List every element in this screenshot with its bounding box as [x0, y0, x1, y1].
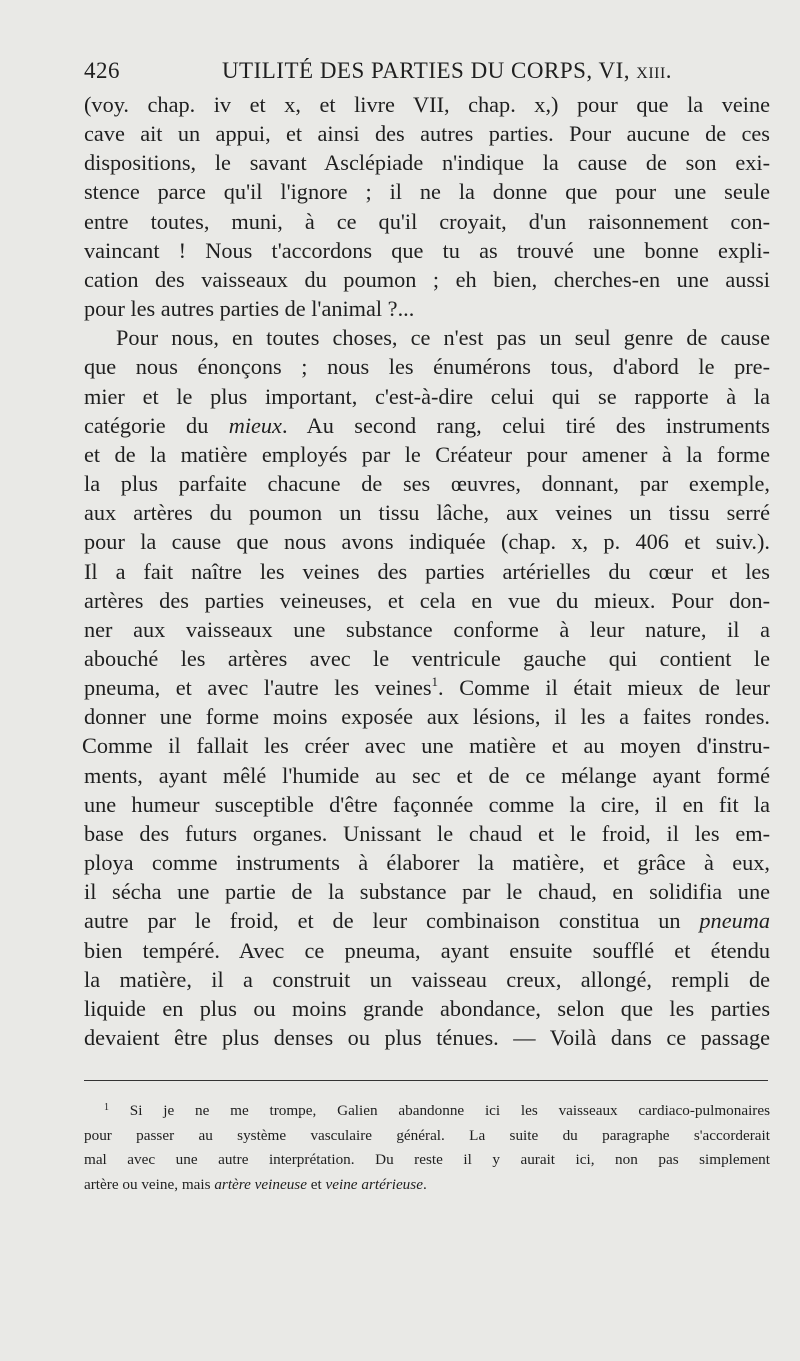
footnote-marker: 1	[104, 1102, 109, 1114]
text-line: la plus parfaite chacune de ses œuvres, donnant, par exemple,	[84, 471, 770, 497]
text-line: bien tempéré. Avec ce pneuma, ayant ensuite soufflé et étendu	[84, 937, 770, 963]
paragraph-start-line: Pour nous, en toutes choses, ce n'est pas un seul genre de cause	[116, 325, 770, 351]
text-line: cave ait un appui, et ainsi des autres parties. Pour aucune de ces	[84, 121, 770, 147]
footnote-divider	[84, 1080, 768, 1081]
italic-term: mieux	[228, 412, 282, 438]
text-line: une humeur susceptible d'être façonnée comme la cire, il en fit la	[84, 791, 770, 817]
text-line: mier et le plus important, c'est-à-dire celui qui se rapporte à la	[84, 383, 770, 409]
text-line: pour la cause que nous avons indiquée (chap. x, p. 406 et suiv.).	[84, 529, 770, 555]
chapter-number: xiii.	[636, 58, 673, 83]
text-line: devaient être plus denses ou plus ténues. — Voilà dans ce passage	[84, 1025, 770, 1050]
text-line: aux artères du poumon un tissu lâche, aux veines un tissu serré	[84, 500, 770, 526]
footnote-line: $^1$ Si je ne me trompe, Galien abandonne ici les vaisseaux cardiaco-pulmonaires	[104, 1102, 770, 1120]
running-title	[164, 58, 730, 84]
text-line: vaincant ! Nous t'accordons que tu as trouvé une bonne expli-	[84, 237, 770, 263]
text-line: autre par le froid, et de leur combinaison constitua un pneuma	[84, 908, 770, 934]
text-line: Il a fait naître les veines des parties artérielles du cœur et les	[84, 558, 770, 584]
page-header	[84, 58, 770, 84]
text-line: pour les autres parties de l'animal ?...	[84, 296, 415, 322]
footnote-line: pour passer au système vasculaire général. La suite du paragraphe s'accorderait	[84, 1126, 770, 1144]
text-line: entre toutes, muni, à ce qu'il croyait, d'un raisonnement con-	[84, 208, 770, 234]
text-line: pneuma, et avec l'autre les veines$^1$. Comme il était mieux de leur	[84, 674, 770, 701]
footnote	[84, 1099, 770, 1197]
footnote-reference[interactable]: 1	[431, 674, 439, 690]
text-line: artères des parties veineuses, et cela en vue du mieux. Pour don-	[84, 587, 770, 613]
text-line: stence parce qu'il l'ignore ; il ne la donne que pour une seule	[84, 179, 770, 205]
italic-term: artère veineuse	[214, 1175, 307, 1193]
text-line: donner une forme moins exposée aux lésions, il les a faites rondes.	[84, 704, 770, 730]
footnote-line: mal avec une autre interprétation. Du reste il y aurait ici, non pas simplement	[84, 1151, 770, 1169]
italic-term: pneuma	[699, 908, 770, 934]
text-line: ments, ayant mêlé l'humide au sec et de ce mélange ayant formé	[84, 762, 770, 788]
text-line: base des futurs organes. Unissant le chaud et le froid, il les em-	[84, 820, 770, 846]
page-number: 426	[84, 58, 120, 83]
main-text	[84, 90, 770, 1052]
text-line: et de la matière employés par le Créateur pour amener à la forme	[84, 441, 770, 467]
text-line: dispositions, le savant Asclépiade n'indique la cause de son exi-	[84, 150, 770, 176]
text-line: catégorie du mieux. Au second rang, celui tiré des instruments	[84, 412, 770, 438]
running-title-text: UTILITÉ DES PARTIES DU CORPS, VI,	[221, 58, 631, 83]
text-line: il sécha une partie de la substance par le chaud, en solidifia une	[84, 879, 770, 905]
text-line: Comme il fallait les créer avec une matière et au moyen d'instru-	[82, 733, 770, 759]
text-line: abouché les artères avec le ventricule gauche qui contient le	[84, 645, 770, 671]
text-line: liquide en plus ou moins grande abondance, selon que les parties	[84, 995, 770, 1021]
text-line: (voy. chap. iv et x, et livre VII, chap. x,) pour que la veine	[84, 92, 770, 117]
text-line: que nous énonçons ; nous les énumérons tous, d'abord le pre-	[84, 354, 770, 380]
text-line: ploya comme instruments à élaborer la matière, et grâce à eux,	[84, 850, 770, 876]
italic-term: veine artérieuse	[325, 1175, 423, 1193]
text-line: cation des vaisseaux du poumon ; eh bien, cherches-en une aussi	[84, 266, 770, 292]
text-line: ner aux vaisseaux une substance conforme à leur nature, il a	[84, 616, 770, 642]
footnote-line: artère ou veine, mais artère veineuse et veine artérieuse.	[84, 1175, 427, 1193]
text-line: la matière, il a construit un vaisseau creux, allongé, rempli de	[84, 966, 770, 992]
